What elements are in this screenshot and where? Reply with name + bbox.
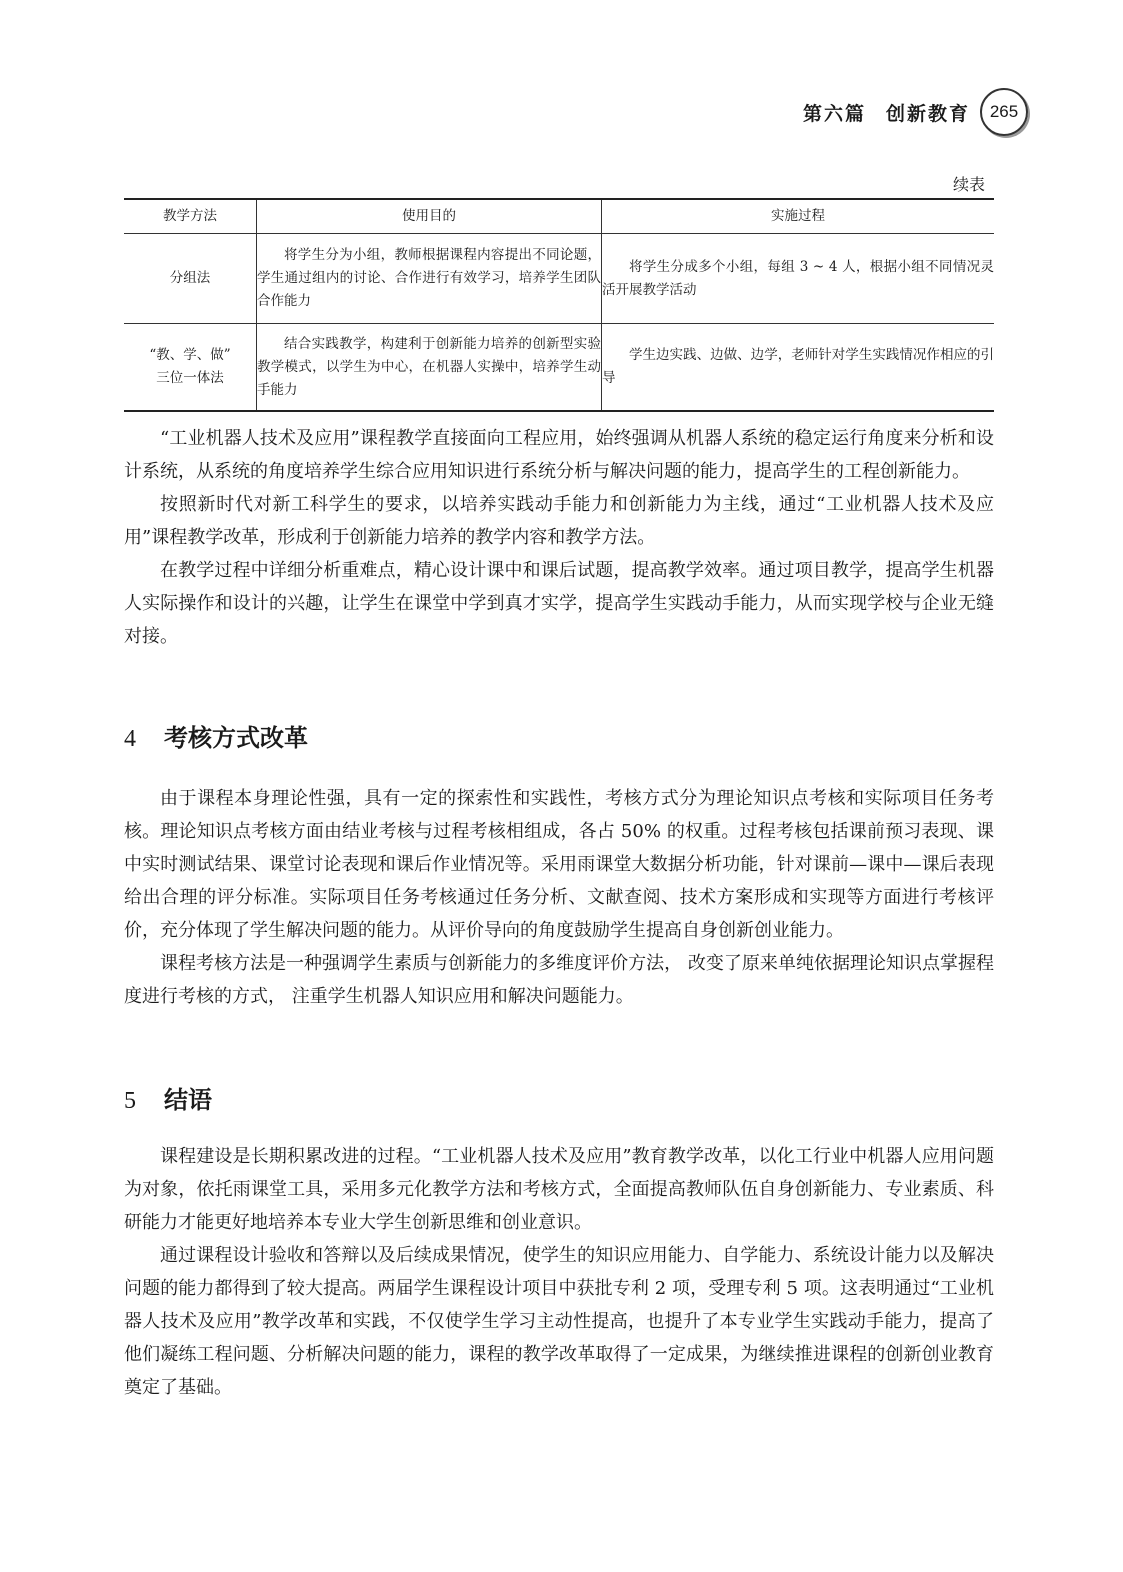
section-4-body [124, 782, 994, 1013]
column-header-method: 教学方法 [124, 199, 257, 234]
table-row [124, 324, 994, 412]
body-paragraph: 通过课程设计验收和答辩以及后续成果情况，使学生的知识应用能力、自学能力、系统设计能力以及解决问题的能力都得到了较大提高。两届学生课程设计项目中获批专利 2 项，受理专利 5 项。这表明通过“工业机器人技术及应用”教学改革和实践，不仅使学生学习主动性提高，也提升了本专业学生实践动手能力，提高了他们凝练工程问题、分析解决问题的能力，课程的教学改革取得了一定成果，为继续推进课程的创新创业教育奠定了基础。 [124, 1245, 994, 1398]
table-cell-purpose: 结合实践教学，构建利于创新能力培养的创新型实验教学模式，以学生为中心，在机器人实操中，培养学生动手能力 [257, 324, 602, 412]
page-number: 265 [980, 88, 1028, 136]
table-cell-process: 学生边实践、边做、边学，老师针对学生实践情况作相应的引导 [602, 324, 995, 412]
section-title: 考核方式改革 [164, 723, 308, 752]
teaching-method-table [124, 198, 994, 412]
header-part-title: 创新教育 [885, 102, 970, 125]
section-heading-4 [124, 718, 308, 753]
section-number: 5 [124, 1088, 136, 1114]
column-header-purpose: 使用目的 [257, 199, 602, 234]
body-paragraph: 课程考核方法是一种强调学生素质与创新能力的多维度评价方法， 改变了原来单纯依据理论知识点掌握程度进行考核的方式， 注重学生机器人知识应用和解决问题能力。 [124, 953, 994, 1007]
table-continued-label: 续表 [952, 175, 985, 194]
table-cell-purpose: 将学生分为小组，教师根据课程内容提出不同论题，学生通过组内的讨论、合作进行有效学习，培养学生团队合作能力 [257, 234, 602, 324]
method-name-line: 分组法 [169, 270, 211, 286]
section-number: 4 [124, 726, 136, 752]
table-cell-process: 将学生分成多个小组，每组 3 ~ 4 人，根据小组不同情况灵活开展教学活动 [602, 234, 995, 324]
body-paragraph: 课程建设是长期积累改进的过程。“工业机器人技术及应用”教育教学改革，以化工行业中机器人应用问题为对象，依托雨课堂工具，采用多元化教学方法和考核方式，全面提高教师队伍自身创新能力、专业素质、科研能力才能更好地培养本专业大学生创新思维和创业意识。 [124, 1146, 994, 1233]
section-title: 结语 [164, 1085, 212, 1114]
running-header [803, 78, 1028, 146]
body-paragraph: 由于课程本身理论性强，具有一定的探索性和实践性，考核方式分为理论知识点考核和实际项目任务考核。理论知识点考核方面由结业考核与过程考核相组成，各占 50% 的权重。过程考核包括课前预习表现、课中实时测试结果、课堂讨论表现和课后作业情况等。采用雨课堂大数据分析功能，针对课前—课中—课后表现给出合理的评分标准。实际项目任务考核通过任务分析、文献查阅、技术方案形成和实现等方面进行考核评价，充分体现了学生解决问题的能力。从评价导向的角度鼓励学生提高自身创新创业能力。 [124, 788, 994, 941]
method-name-line: “教、学、做” [149, 347, 231, 363]
table-row [124, 234, 994, 324]
body-paragraph: 在教学过程中详细分析重难点，精心设计课中和课后试题，提高教学效率。通过项目教学，提高学生机器人实际操作和设计的兴趣，让学生在课堂中学到真才实学，提高学生实践动手能力，从而实现学校与企业无缝对接。 [124, 560, 994, 647]
table-cell-method [124, 324, 257, 412]
section-heading-5 [124, 1080, 212, 1115]
body-paragraph: 按照新时代对新工科学生的要求，以培养实践动手能力和创新能力为主线，通过“工业机器人技术及应用”课程教学改革，形成利于创新能力培养的教学内容和教学方法。 [124, 494, 994, 548]
intro-text-block [124, 422, 994, 653]
table-header-row [124, 199, 994, 234]
column-header-process: 实施过程 [602, 199, 995, 234]
body-paragraph: “工业机器人技术及应用”课程教学直接面向工程应用，始终强调从机器人系统的稳定运行角度来分析和设计系统，从系统的角度培养学生综合应用知识进行系统分析与解决问题的能力，提高学生的工程创新能力。 [124, 428, 994, 482]
method-name-line: 三位一体法 [156, 370, 224, 386]
header-title [803, 99, 970, 126]
section-5-body [124, 1140, 994, 1404]
header-part: 第六篇 [802, 102, 866, 125]
table-cell-method [124, 234, 257, 324]
